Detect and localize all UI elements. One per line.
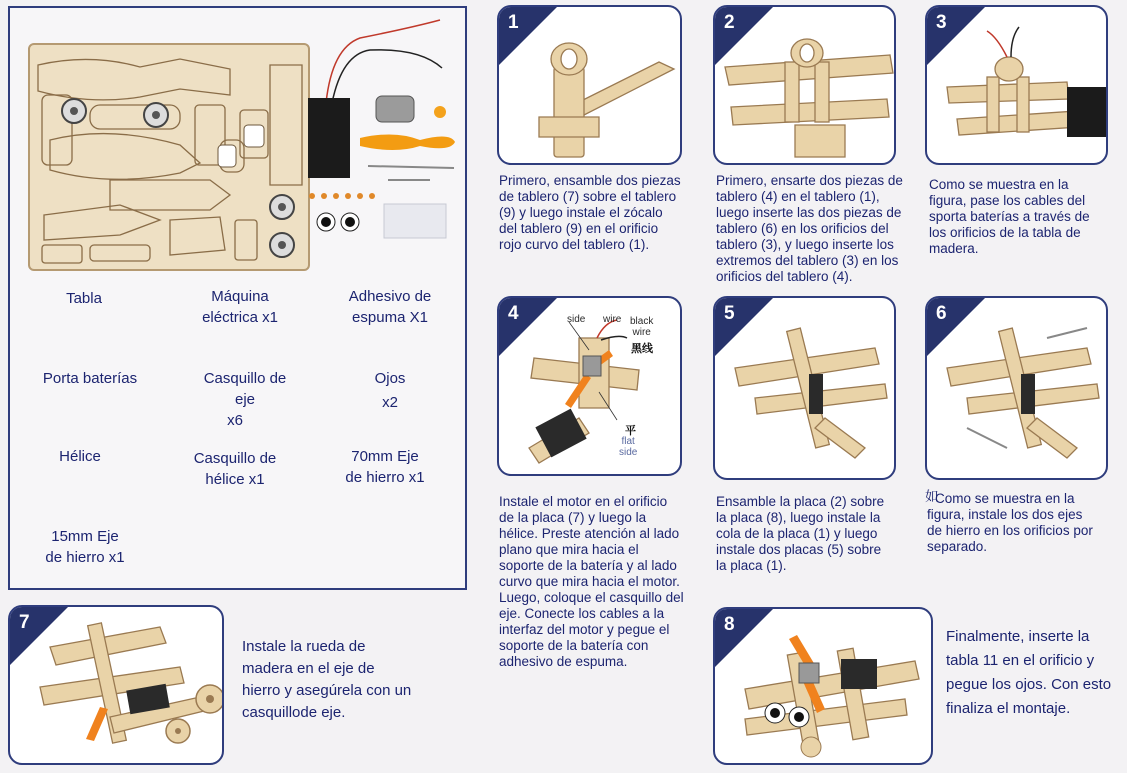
step-5-text: Ensamble la placa (2) sobre la placa (8), luego instale la cola de la placa (1) y luego instale dos placas (5) sobre la placa (1). bbox=[716, 494, 885, 573]
step-8-text: Finalmente, inserte la tabla 11 en el orificio y pegue los ojos. Con esto finaliza el montaje. bbox=[946, 628, 1112, 717]
part-label-eje-70mm: 70mm Eje de hierro x1 bbox=[345, 448, 425, 486]
step-6-illustration bbox=[927, 298, 1108, 480]
step-7-text: Instale la rueda de madera en el eje de hierro y asegúrela con un casquillode eje. bbox=[242, 638, 412, 721]
part-label-porta-baterias: Porta baterías bbox=[42, 370, 138, 387]
step-2-number: 2 bbox=[724, 12, 735, 33]
step-8-number: 8 bbox=[724, 614, 735, 635]
step-2-illustration bbox=[715, 7, 896, 165]
part-label-casquillo-eje: Casquillo de eje bbox=[203, 370, 287, 408]
step-3-panel bbox=[925, 5, 1108, 165]
part-label-adhesivo: Adhesivo de espuma X1 bbox=[348, 288, 432, 326]
step-1-number: 1 bbox=[508, 12, 519, 33]
step-5-panel bbox=[713, 296, 896, 480]
step-6-text: Como se muestra en la figura, instale los dos ejes de hierro en los orificios por separado. bbox=[927, 491, 1093, 554]
battery-holder-image bbox=[308, 98, 350, 178]
part-label-casquillo-helice: Casquillo de hélice x1 bbox=[193, 450, 277, 488]
part-label-casquillo-eje-qty: x6 bbox=[227, 412, 243, 429]
label-side: side bbox=[567, 314, 586, 325]
label-wire: wire bbox=[603, 314, 622, 325]
part-label-maquina: Máquina eléctrica x1 bbox=[202, 288, 278, 326]
step-3-text: Como se muestra en la figura, pase los cables del sporta baterías a través de los orificios de la tabla de madera. bbox=[929, 177, 1090, 256]
step-8-panel bbox=[713, 607, 933, 765]
step-7-number: 7 bbox=[19, 612, 30, 633]
step-1-panel bbox=[497, 5, 682, 165]
part-label-tabla: Tabla bbox=[66, 290, 102, 307]
step-3-illustration bbox=[927, 7, 1108, 165]
step-7-panel bbox=[8, 605, 224, 765]
parts-list-box bbox=[8, 6, 467, 590]
label-flat-cn: 平 bbox=[625, 425, 636, 437]
step-6-panel bbox=[925, 296, 1108, 480]
step-8-illustration bbox=[715, 609, 933, 765]
step-2-panel bbox=[713, 5, 896, 165]
part-label-helice: Hélice bbox=[59, 448, 101, 465]
step-4-illustration bbox=[499, 298, 682, 476]
step-5-illustration bbox=[715, 298, 896, 480]
step-1-text: Primero, ensamble dos piezas de tablero (7) sobre el tablero (9) y luego instale el zócalo del tablero (9) en el orificio rojo curvo del tablero (1). bbox=[499, 173, 681, 252]
part-label-ojos-qty: x2 bbox=[382, 394, 398, 411]
step-4-text: Instale el motor en el orificio de la placa (7) y luego la hélice. Preste atención al lado plano que mira hacia el soporte de la batería y al lado curvo que mira hacia el motor. Luego, coloque el casquillo del eje. Conecte los cables a la interfaz del motor y pegue el soporte de la batería con adhesivo de espuma. bbox=[499, 494, 684, 669]
step-5-number: 5 bbox=[724, 303, 735, 324]
step-4-number: 4 bbox=[508, 303, 519, 324]
step-3-number: 3 bbox=[936, 12, 947, 33]
step-6-number: 6 bbox=[936, 303, 947, 324]
label-black-cn: 黑线 bbox=[631, 343, 653, 355]
step-6-mark: 如 bbox=[925, 489, 939, 504]
step-7-illustration bbox=[10, 607, 224, 765]
step-2-text: Primero, ensarte dos piezas de tablero (4) en el tablero (1), luego inserte las dos piezas de tablero (6) en los orificios del tablero (3), y luego inserte los extremos del tablero (3) en los orificios del tablero (4). bbox=[716, 173, 903, 284]
step-4-panel bbox=[497, 296, 682, 476]
part-label-eje-15mm: 15mm Eje de hierro x1 bbox=[45, 528, 125, 566]
part-label-ojos: Ojos bbox=[374, 370, 406, 387]
step-1-illustration bbox=[499, 7, 682, 165]
label-flat-side: flat side bbox=[619, 436, 638, 458]
label-black-wire: black wire bbox=[630, 316, 654, 338]
components-drawing bbox=[10, 8, 469, 268]
